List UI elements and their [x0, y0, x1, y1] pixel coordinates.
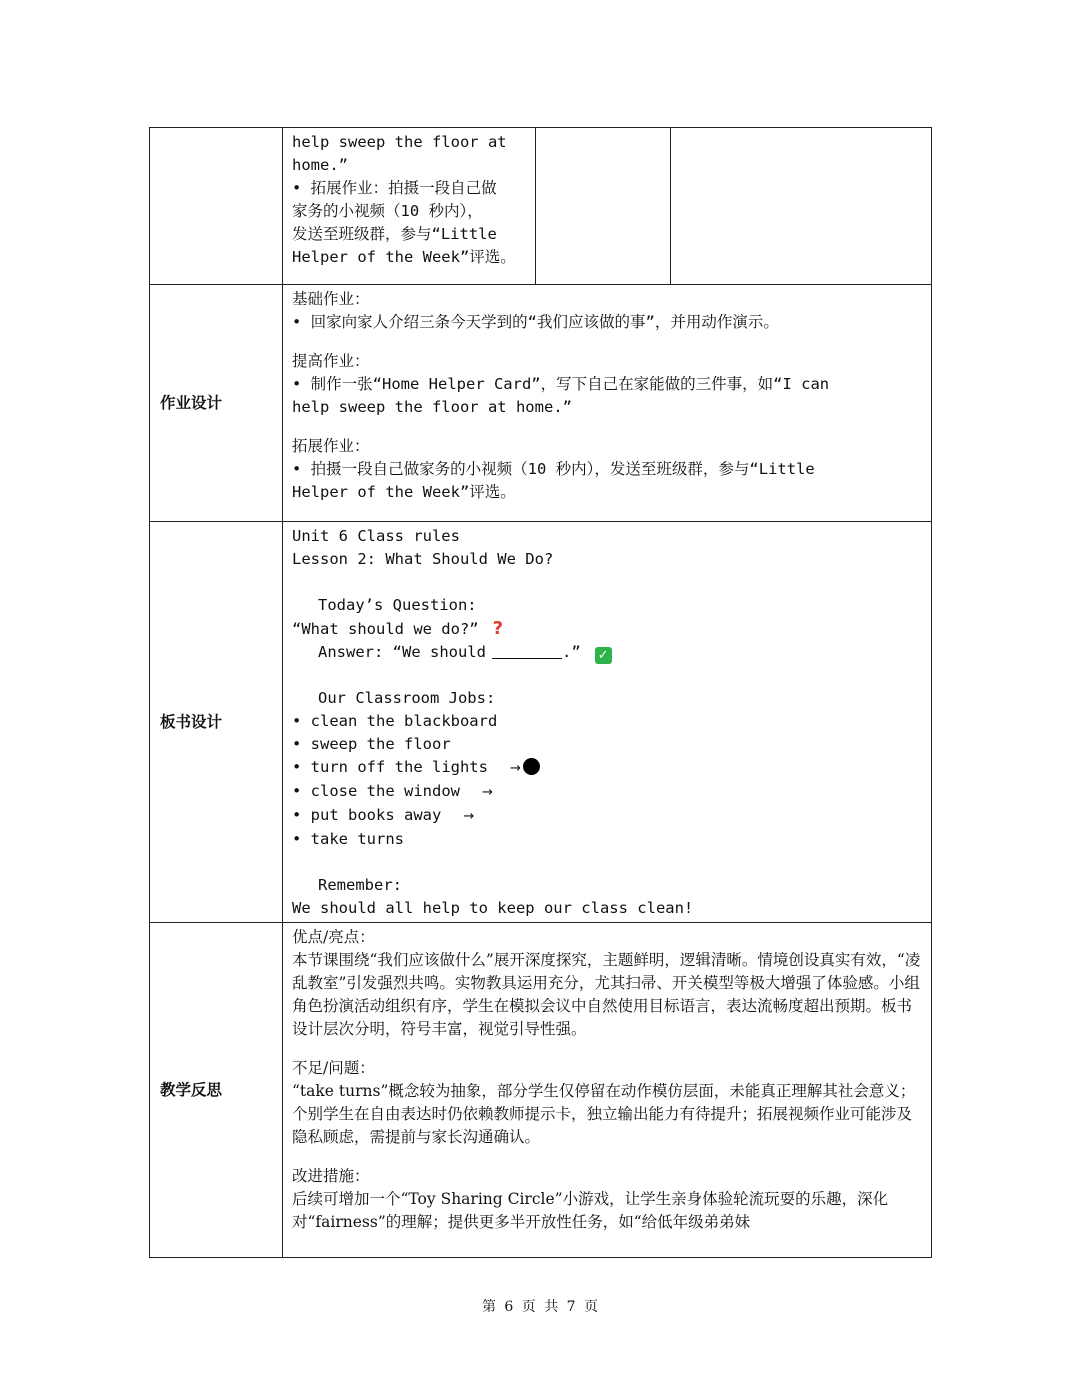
continuation-line: 发送至班级群，参与“Little	[292, 225, 497, 243]
continuation-line: • 拓展作业：拍摄一段自己做	[292, 179, 497, 197]
homework-row	[150, 285, 932, 522]
homework-label: 作业设计	[150, 285, 283, 522]
continuation-line: Helper of the Week”评选。	[292, 248, 516, 266]
continuation-row	[150, 128, 932, 285]
arrow-icon: →	[463, 809, 475, 824]
basic-homework-title: 基础作业：	[292, 290, 370, 308]
question-title: Today’s Question:	[318, 596, 477, 614]
remember-title: Remember:	[318, 876, 402, 894]
answer-line	[292, 641, 923, 664]
answer-suffix: .”	[561, 643, 581, 661]
board-row	[150, 522, 932, 923]
jobs-list	[292, 710, 923, 851]
question-line	[292, 617, 923, 641]
job-item: • sweep the floor	[292, 733, 923, 756]
improve-title: 改进措施：	[292, 1167, 370, 1185]
question-text: “What should we do?”	[292, 620, 479, 638]
homework-content	[283, 285, 932, 522]
advanced-homework-item: • 制作一张“Home Helper Card”，写下自己在家能做的三件事，如“I can	[292, 375, 830, 393]
continuation-line: home.”	[292, 156, 348, 174]
job-item: • close the window →	[292, 780, 923, 804]
advanced-homework-title: 提高作业：	[292, 352, 370, 370]
lesson-plan-table	[149, 127, 932, 1258]
extended-homework-title: 拓展作业：	[292, 437, 370, 455]
job-item: • turn off the lights →	[292, 756, 923, 780]
basic-homework-item: • 回家向家人介绍三条今天学到的“我们应该做的事”，并用动作演示。	[292, 313, 779, 331]
job-item: • take turns	[292, 828, 923, 851]
empty-cell	[536, 128, 671, 285]
answer-blank	[492, 644, 562, 659]
board-content	[283, 522, 932, 923]
pros-title: 优点/亮点：	[292, 928, 375, 946]
board-lesson-title: Lesson 2: What Should We Do?	[292, 550, 554, 568]
cons-text: “take turns”概念较为抽象，部分学生仅停留在动作模仿层面，未能真正理解其社会意义；个别学生在自由表达时仍依赖教师提示卡，独立输出能力有待提升；拓展视频作业可能涉及隐私顾虑，需提前与家长沟通确认。	[292, 1082, 916, 1146]
continuation-content-cell	[283, 128, 536, 285]
board-unit: Unit 6 Class rules	[292, 527, 460, 545]
extended-homework-item: Helper of the Week”评选。	[292, 483, 516, 501]
reflection-content	[283, 923, 932, 1258]
jobs-title: Our Classroom Jobs:	[318, 689, 496, 707]
arrow-icon: →	[481, 785, 493, 800]
improve-text: 后续可增加一个“Toy Sharing Circle”小游戏，让学生亲身体验轮流玩耍的乐趣，深化对“fairness”的理解；提供更多半开放性任务，如“给低年级弟弟妹	[292, 1190, 889, 1231]
continuation-line: help sweep the floor at	[292, 133, 507, 151]
reflection-label: 教学反思	[150, 923, 283, 1258]
cons-title: 不足/问题：	[292, 1059, 375, 1077]
empty-cell	[671, 128, 932, 285]
answer-prefix: Answer: “We should	[318, 643, 486, 661]
remember-text: We should all help to keep our class clean!	[292, 899, 694, 917]
reflection-row	[150, 923, 932, 1258]
arrow-icon: →	[509, 761, 521, 776]
black-dot-icon	[523, 758, 540, 775]
job-item: • clean the blackboard	[292, 710, 923, 733]
job-item: • put books away →	[292, 804, 923, 828]
extended-homework-item: • 拍摄一段自己做家务的小视频（10 秒内），发送至班级群，参与“Little	[292, 460, 815, 478]
pros-text: 本节课围绕“我们应该做什么”展开深度探究，主题鲜明，逻辑清晰。情境创设真实有效，“凌乱教室”引发强烈共鸣。实物教具运用充分，尤其扫帚、开关模型等极大增强了体验感。小组角色扮演活动组织有序，学生在模拟会议中自然使用目标语言，表达流畅度超出预期。板书设计层次分明，符号丰富，视觉引导性强。	[292, 951, 921, 1038]
board-label: 板书设计	[150, 522, 283, 923]
advanced-homework-item: help sweep the floor at home.”	[292, 398, 572, 416]
check-icon: ✓	[595, 647, 612, 664]
question-mark-icon: ?	[492, 618, 504, 639]
continuation-line: 家务的小视频（10 秒内），	[292, 202, 483, 220]
empty-label-cell	[150, 128, 283, 285]
page-footer: 第 6 页 共 7 页	[481, 1299, 599, 1315]
